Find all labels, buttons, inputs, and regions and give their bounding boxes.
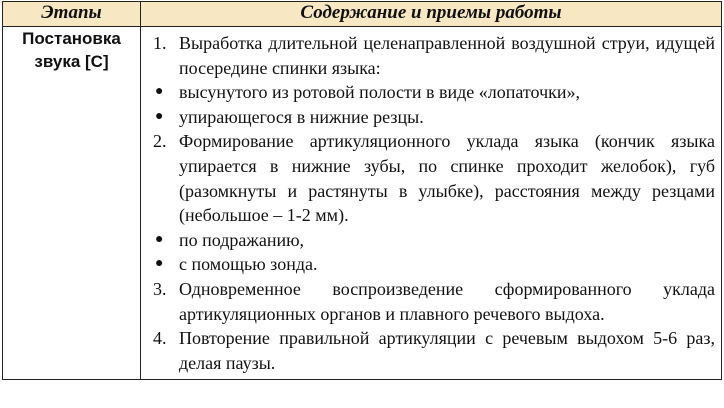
item-text: по подражанию, — [179, 229, 305, 250]
list-item-bullet — [145, 80, 715, 105]
bullet-icon: ● — [155, 84, 164, 100]
header-content: Содержание и приемы работы — [141, 2, 722, 27]
item-text: Формирование артикуляционного уклада языка (кончик языка упирается в нижние зубы, по спинке проходит желобок), губ (разомкнуты и растянуты в улыбке), расстояния между резцами (небольшое – 1-2 мм). — [179, 131, 715, 226]
methods-table — [2, 1, 722, 380]
content-cell — [141, 27, 722, 380]
list-item-3 — [145, 277, 715, 326]
stage-title-line-2: звука [С] — [34, 52, 109, 71]
item-number: 2. — [153, 131, 167, 152]
bullet-icon: ● — [155, 256, 164, 272]
table-header-row — [3, 2, 722, 27]
item-text: Выработка длительной целенаправленной воздушной струи, идущей посередине спинки языка: — [179, 33, 715, 78]
item-text: высунутого из ротовой полости в виде «лопаточки», — [179, 82, 581, 103]
item-number: 4. — [153, 328, 167, 349]
item-text: Повторение правильной артикуляции с речевым выдохом 5-6 раз, делая паузы. — [179, 328, 715, 373]
stage-cell — [3, 27, 141, 380]
stage-title-line-1: Постановка — [22, 29, 121, 48]
list-item-1 — [145, 31, 715, 80]
item-number: 3. — [153, 278, 167, 299]
item-text: упирающегося в нижние резцы. — [179, 106, 424, 127]
list-item-bullet — [145, 105, 715, 130]
header-stages: Этапы — [3, 2, 141, 27]
item-text: с помощью зонда. — [179, 254, 318, 275]
list-item-bullet — [145, 252, 715, 277]
bullet-icon: ● — [155, 108, 164, 124]
list-item-bullet — [145, 228, 715, 253]
list-item-2 — [145, 129, 715, 227]
item-number: 1. — [153, 33, 167, 53]
bullet-icon: ● — [155, 231, 164, 247]
table-row — [3, 27, 722, 380]
list-item-4 — [145, 326, 715, 375]
item-text: Одновременное воспроизведение сформированного уклада артикуляционных органов и плавного речевого выдоха. — [179, 278, 715, 324]
